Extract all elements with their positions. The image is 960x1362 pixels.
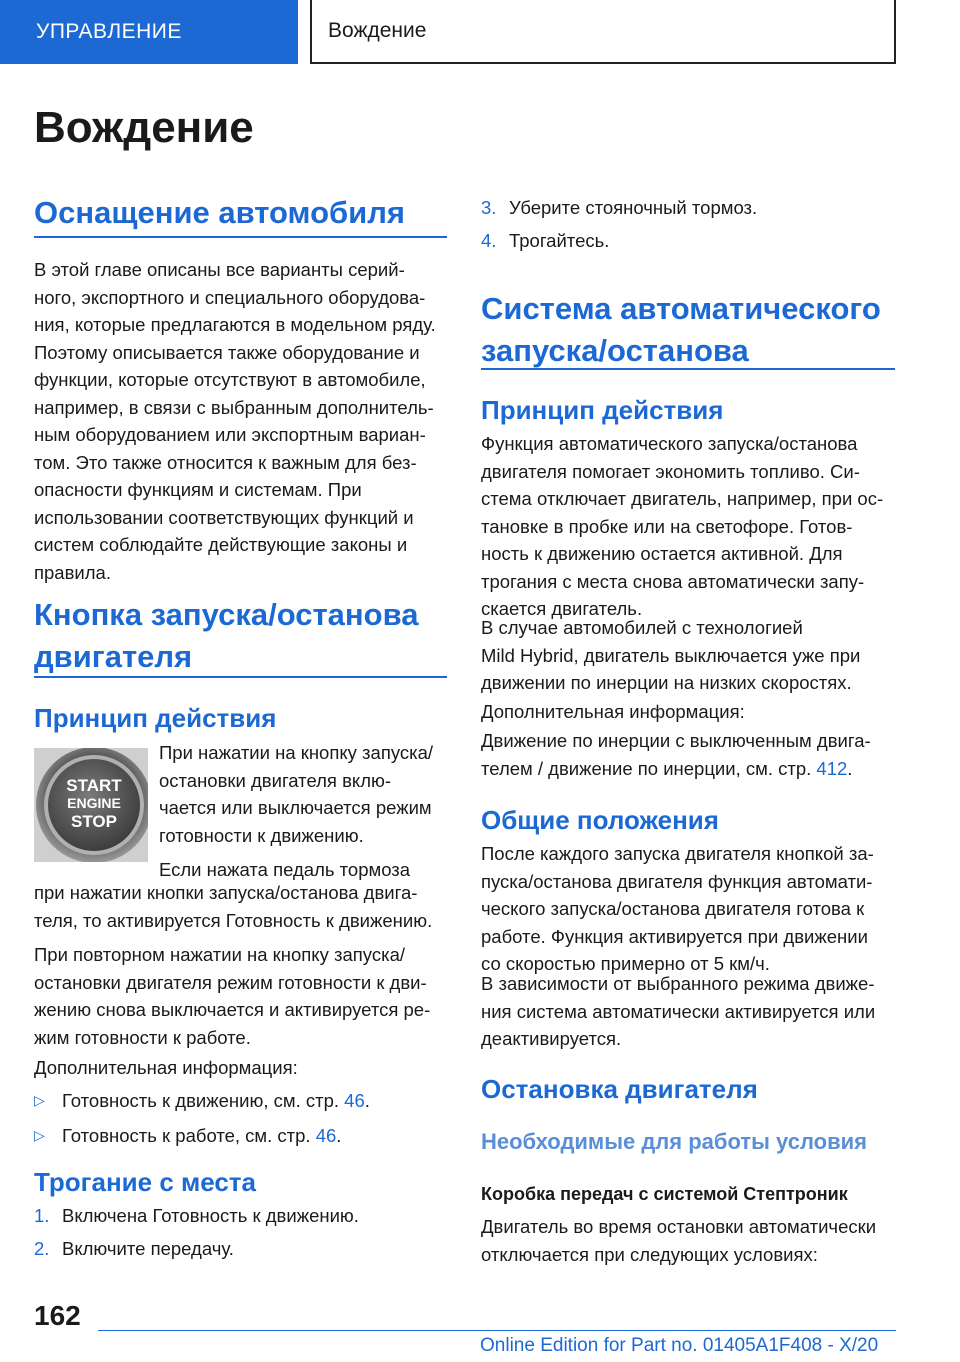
right-principle-heading-block — [481, 394, 895, 426]
mode-line: деактивируется. — [481, 1028, 622, 1049]
more-info-label: Дополнительная информация: — [481, 701, 745, 722]
bullet-text: Готовность к движению, см. стр. 46. — [62, 1090, 370, 1111]
gearbox-heading: Коробка передач с системой Стептроник — [481, 1184, 848, 1204]
more-info-left — [34, 1054, 447, 1082]
coast-line: Движение по инерции с выключенным двига- — [481, 730, 871, 751]
principle-line: готовности к движению. — [159, 824, 364, 846]
general-paragraph — [481, 840, 895, 978]
principle-heading: Принцип действия — [34, 703, 277, 733]
repeat-line: жим готовности к работе. — [34, 1026, 251, 1048]
page-number: 162 — [34, 1300, 81, 1331]
general-line: пуска/останова двигателя функция автомати- — [481, 870, 873, 892]
equip-line: опасности функциям и системам. При — [34, 479, 362, 500]
bullet-item — [34, 1122, 447, 1150]
repeat-line: остановки двигателя режим готовности к дви- — [34, 971, 427, 993]
more-info-right — [481, 698, 895, 726]
button-heading-line: двигателя — [34, 639, 193, 674]
page-link[interactable]: 412 — [816, 757, 848, 779]
principle-line: скается двигатель. — [481, 598, 643, 619]
gearbox-line: Двигатель во время остановки автоматически — [481, 1216, 877, 1237]
principle-line: тановке в пробке или на светофоре. Готов- — [481, 515, 853, 537]
step-number: 4. — [481, 229, 497, 251]
step-text: Трогайтесь. — [509, 229, 610, 251]
button-label-start: START — [66, 776, 122, 795]
bullet-item — [34, 1087, 447, 1115]
auto-heading-line: Система автоматического — [481, 291, 881, 326]
bullet-text: Готовность к работе, см. стр. 46. — [62, 1124, 342, 1146]
bullet-arrow-icon: ▷ — [34, 1126, 45, 1143]
step-number: 3. — [481, 197, 497, 218]
step-number: 2. — [34, 1237, 50, 1259]
button-heading-line: Кнопка запуска/останова — [34, 597, 419, 632]
hybrid-paragraph — [481, 614, 895, 697]
step-text: Включите передачу. — [62, 1237, 234, 1259]
step-text: Уберите стояночный тормоз. — [509, 197, 758, 218]
principle-line: Функция автоматического запуска/останова — [481, 433, 858, 454]
repeat-line: жению снова выключается и активируется ре- — [34, 999, 431, 1020]
button-label-stop: STOP — [71, 812, 117, 831]
header-section-tab — [0, 0, 298, 64]
equip-heading: Оснащение автомобиля — [34, 195, 405, 230]
right-principle-paragraph — [481, 430, 895, 623]
principle-line: двигателя помогает экономить топливо. Си- — [481, 460, 860, 482]
button-label-group — [34, 776, 148, 831]
principle-line: Если нажата педаль тормоза — [159, 859, 411, 880]
equip-line: использовании соответствующих функций и — [34, 506, 414, 528]
coast-paragraph — [481, 727, 895, 782]
principle-line: При нажатии на кнопку запуска/ — [159, 742, 434, 763]
general-line: работе. Функция активируется при движении — [481, 925, 868, 947]
general-line: После каждого запуска двигателя кнопкой за- — [481, 843, 874, 864]
coast-line: телем / движение по инерции, см. стр. 412. — [481, 757, 853, 779]
conditions-heading: Необходимые для работы условия — [481, 1129, 867, 1154]
equip-line: правила. — [34, 561, 111, 583]
principle-line: чается или выключается режим — [159, 797, 432, 818]
gearbox-heading-block — [481, 1182, 895, 1206]
equip-heading-block — [34, 192, 447, 238]
gearbox-line: отключается при следующих условиях: — [481, 1243, 818, 1265]
page-title: Вождение — [34, 103, 254, 152]
step-item — [34, 1235, 447, 1263]
more-info-label: Дополнительная информация: — [34, 1057, 298, 1078]
hybrid-line: Mild Hybrid, двигатель выключается уже при — [481, 644, 861, 666]
equip-line: систем соблюдайте действующие законы и — [34, 534, 408, 555]
equip-line: ния, которые предлагаются в модельном ряду. — [34, 314, 436, 335]
stop-heading-block — [481, 1073, 895, 1105]
mode-line: В зависимости от выбранного режима движе- — [481, 973, 875, 994]
footer-divider — [98, 1330, 896, 1331]
button-label-engine: ENGINE — [67, 795, 121, 811]
step-item — [34, 1202, 447, 1230]
equip-line: Поэтому описывается также оборудование и — [34, 341, 420, 363]
header-chapter-label: Вождение — [328, 19, 427, 42]
principle-line: стема отключает двигатель, например, при ос- — [481, 488, 884, 509]
equip-line: В этой главе описаны все варианты серий- — [34, 259, 405, 280]
header-chapter-box — [310, 0, 896, 64]
hybrid-line: движении по инерции на низких скоростях. — [481, 672, 852, 693]
stop-heading: Остановка двигателя — [481, 1074, 758, 1104]
general-heading-block — [481, 804, 895, 836]
equip-line: ным оборудованием или экспортным вариан- — [34, 424, 426, 445]
general-line: со скоростью примерно от 5 км/ч. — [481, 953, 770, 974]
repeat-paragraph — [34, 941, 447, 1051]
gearbox-paragraph — [481, 1213, 895, 1268]
right-principle-heading: Принцип действия — [481, 395, 724, 425]
button-heading-block — [34, 594, 447, 678]
start-engine-stop-image — [34, 748, 148, 862]
step-item — [481, 227, 895, 255]
principle-heading-block — [34, 702, 447, 734]
right-steps — [481, 194, 895, 254]
header-section-label: УПРАВЛЕНИЕ — [36, 20, 182, 43]
bullet-list — [34, 1087, 447, 1149]
principle-line: теля, то активируется Готовность к движению. — [34, 909, 433, 931]
general-heading: Общие положения — [481, 805, 719, 835]
bullet-arrow-icon: ▷ — [34, 1092, 45, 1108]
footer-edition: Online Edition for Part no. 01405A1F408 - X/20 — [480, 1335, 879, 1356]
principle-line: ность к движению остается активной. Для — [481, 543, 843, 564]
principle-line: при нажатии кнопки запуска/останова двига- — [34, 882, 418, 903]
principle-text-full — [34, 879, 447, 934]
conditions-heading-block — [481, 1128, 895, 1156]
equip-line: функции, которые отсутствуют в автомобиле, — [34, 369, 426, 390]
step-number: 1. — [34, 1205, 50, 1226]
auto-heading-line: запуска/останова — [481, 333, 749, 368]
general-line: ческого запуска/останова двигателя готова к — [481, 898, 865, 919]
start-heading-block — [34, 1166, 447, 1198]
hybrid-line: В случае автомобилей с технологией — [481, 617, 803, 638]
principle-text-beside-image — [159, 739, 447, 884]
mode-paragraph — [481, 970, 895, 1053]
auto-heading-block — [481, 288, 895, 370]
principle-line: трогания с места снова автоматически запу- — [481, 570, 865, 592]
start-steps — [34, 1202, 447, 1262]
equip-line: ного, экспортного и специального оборудова- — [34, 286, 426, 308]
start-heading: Трогание с места — [34, 1167, 257, 1197]
repeat-line: При повторном нажатии на кнопку запуска/ — [34, 944, 406, 965]
equip-paragraph — [34, 256, 447, 586]
equip-line: том. Это также относится к важным для без- — [34, 451, 417, 473]
step-text: Включена Готовность к движению. — [62, 1205, 359, 1226]
page-link[interactable]: 46 — [344, 1090, 365, 1111]
equip-line: например, в связи с выбранным дополнитель- — [34, 396, 434, 418]
page-link[interactable]: 46 — [315, 1124, 337, 1146]
step-item — [481, 194, 895, 222]
principle-line: остановки двигателя вклю- — [159, 769, 392, 791]
mode-line: ния система автоматически активируется или — [481, 1000, 876, 1022]
